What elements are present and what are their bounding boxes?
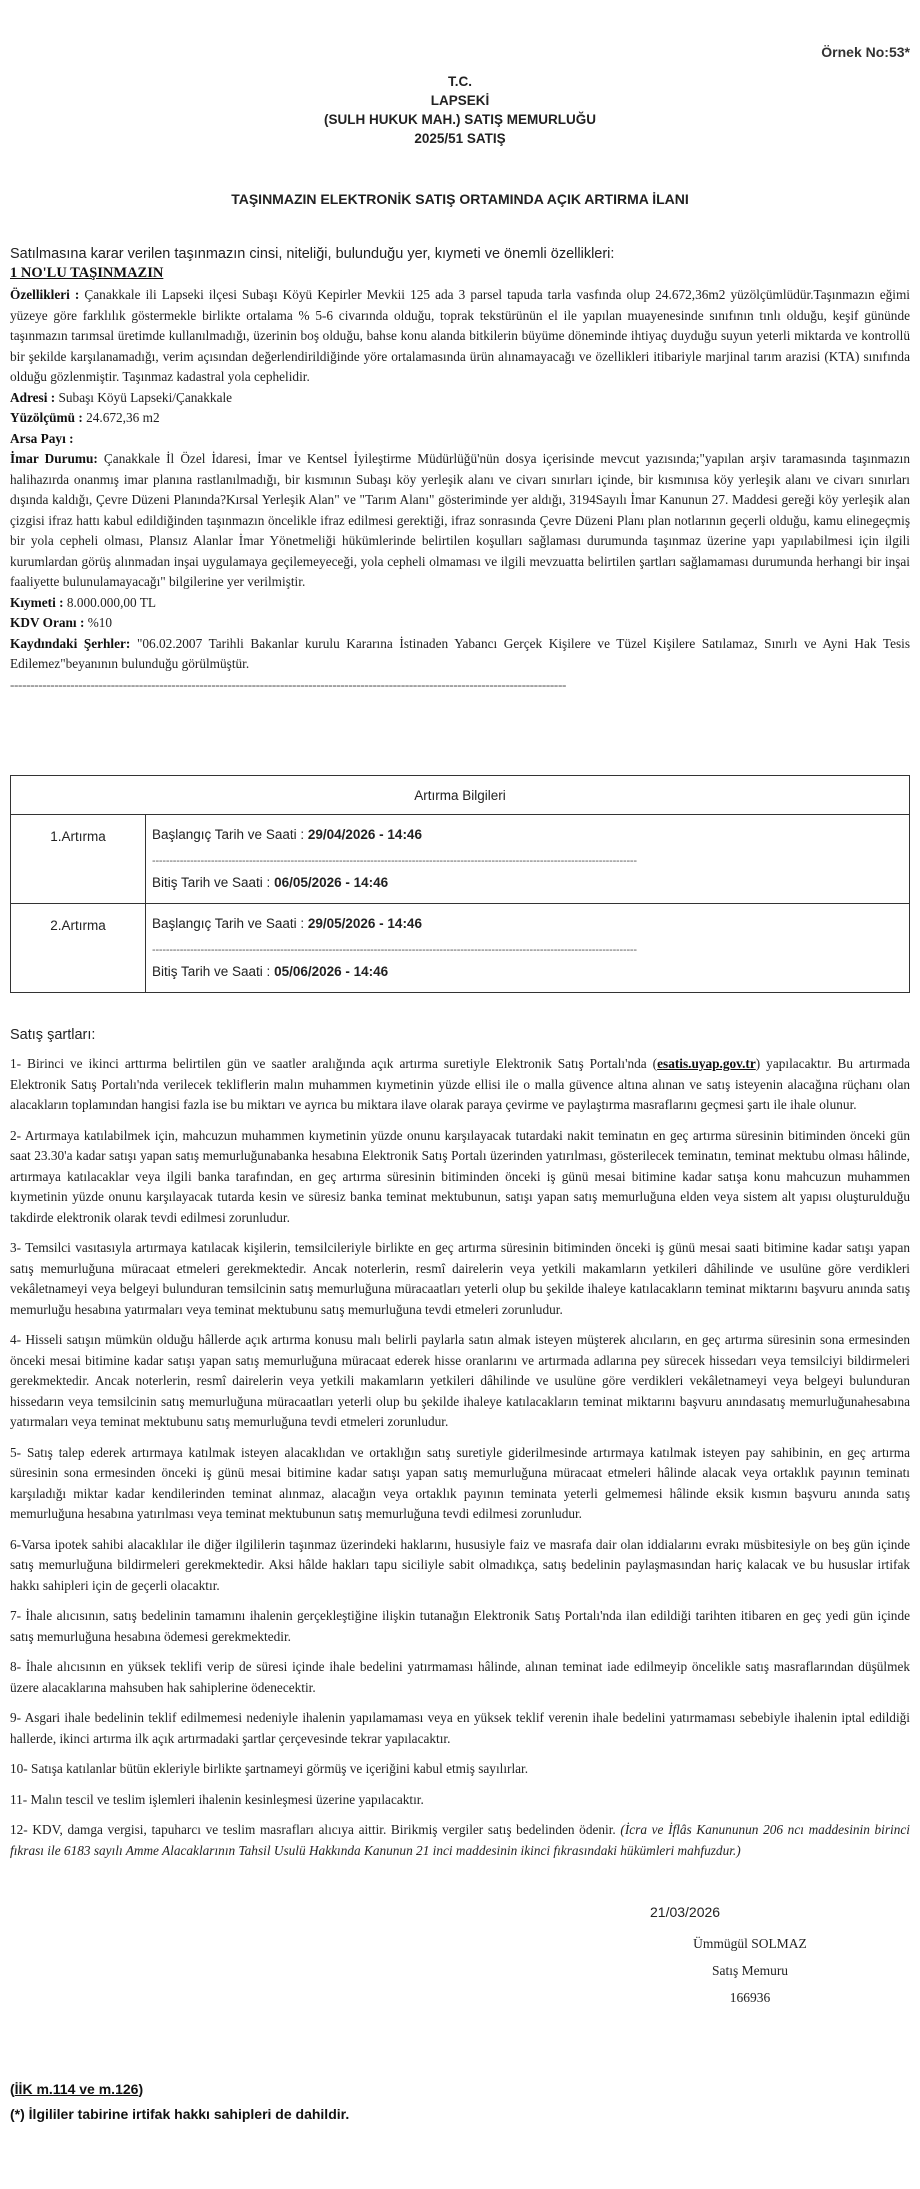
- value-label: Kıymeti :: [10, 594, 64, 610]
- condition-item: 9- Asgari ihale bedelinin teklif edilmemesi nedeniyle ihalenin yapılamaması veya en yüksek teklif verenin ihale bedelini yatırmaması sebebiyle ihalenin iptal edildiği hallerde, ikinci artırma ilk açık artırmadaki şartlar çerçevesinde tekrar yapılacaktır.: [10, 1710, 910, 1746]
- property-address: [10, 388, 910, 409]
- property-annotations: [10, 634, 910, 675]
- property-area: [10, 408, 910, 429]
- condition-item: 7- İhale alıcısının, satış bedelinin tamamını ihalenin gerçekleştiğine ilişkin tutanağın Elektronik Satış Portalı'nda ilan edildiği tarihten itibaren en geç yedi gün içinde satış memurluğuna hesabına ödemesi gerekmektedir.: [10, 1608, 910, 1644]
- header-tc: T.C.: [447, 74, 472, 89]
- section-separator: ------------------------------------------------------------------------------------------------------------------------------------------: [10, 676, 567, 692]
- auction-end: [146, 958, 909, 992]
- condition-legal-note: (İcra ve İflâs Kanununun 206 ncı maddesinin birinci fıkrası ile 6183 sayılı Amme Alacaklarının Tahsil Usulü Hakkında Kanunun 21 inci maddesinin ikinci fıkrasındaki hükümleri mahfuzdur.): [10, 1822, 910, 1858]
- value-amount: 8.000.000,00 TL: [66, 594, 157, 610]
- auction-round-dates: [146, 904, 910, 993]
- auction-round-row: [11, 904, 910, 993]
- conditions-title: Satış şartları:: [10, 1027, 96, 1043]
- auction-end: [146, 869, 909, 903]
- vat-label: KDV Oranı :: [10, 615, 85, 630]
- address-label: Adresi :: [10, 389, 56, 405]
- condition-item: 11- Malın tescil ve teslim işlemleri ihalenin kesinleşmesi üzerine yapılacaktır.: [10, 1791, 424, 1807]
- intro-text: Satılmasına karar verilen taşınmazın cinsi, niteliği, bulunduğu yer, kıymeti ve önemli özellikleri:: [10, 246, 615, 262]
- auction-round-label: 1.Artırma: [11, 815, 146, 904]
- condition-text: 12- KDV, damga vergisi, tapuharcı ve teslim masrafları alıcıya aittir. Birikmiş vergiler satış bedelinden ödenir.: [10, 1822, 621, 1837]
- auction-round-label: 2.Artırma: [11, 904, 146, 993]
- condition-text: 1- Birinci ve ikinci arttırma belirtilen gün ve saatler aralığında açık artırma suretiyle Elektronik Satış Portalı'nda (: [10, 1056, 658, 1071]
- property-value: [10, 593, 910, 614]
- law-paren-open: (: [10, 2081, 15, 2097]
- start-value: 29/05/2026 - 14:46: [307, 916, 422, 931]
- condition-item: 8- İhale alıcısının en yüksek teklifi verip de süresi içinde ihale bedelini yatırmaması hâlinde, alınan teminat iade edilmeyip öncelikle satış masraflarından düşülmek üzere alacaklarına mahsuben hak sahiplerine ödenecektir.: [10, 1659, 910, 1695]
- zoning-label: İmar Durumu:: [10, 451, 98, 466]
- end-label: Bitiş Tarih ve Saati :: [152, 875, 271, 890]
- share-label: Arsa Payı :: [10, 430, 74, 446]
- property-details: [10, 285, 910, 695]
- end-value: 06/05/2026 - 14:46: [274, 875, 389, 890]
- auction-table-header-row: [11, 776, 910, 815]
- header-office: (SULH HUKUK MAH.) SATIŞ MEMURLUĞU: [324, 112, 596, 127]
- property-zoning: [10, 449, 910, 593]
- annotations-value: "06.02.2007 Tarihli Bakanlar kurulu Kararına İstinaden Yabancı Gerçek Kişilere ve Tüzel Kişilere Satılamaz, Sınırlı ve Ayni Hak Tesis Edilemez"beyanının bulunduğu görülmüştür.: [10, 635, 911, 671]
- end-value: 05/06/2026 - 14:46: [274, 964, 389, 979]
- condition-item: 2- Artırmaya katılabilmek için, mahcuzun muhammen kıymetinin yüzde onunu karşılayacak tutardaki nakit teminatın en geç artırma süresinin bitiminden önceki gün saat 23.30'a kadar satışı yapan satış memurluğunabanka hesabına Elektronik Satış Portalı üzerinden yatırılması, gösterilecek teminatın, teminat mektubu olması hâlinde, artırmaya katılacaklar veya ilgili banka tarafından, en geç artırma süresinin bitiminden önceki iş günü mesai bitimine kadar satışa konu mahcuzun muhammen kıymetinin yüzde onunu karşılayacak tutarda kesin ve süresiz banka teminat mektubunun, satışı yapan satış memurluğuna elden veya sistem alt yapısı oluşturulduğu takdirde elektronik olarak tevdi edilmesi zorunludur.: [10, 1127, 910, 1225]
- sample-number: Örnek No:53*: [821, 44, 910, 60]
- address-value: Subaşı Köyü Lapseki/Çanakkale: [58, 389, 233, 405]
- property-share: [10, 429, 910, 450]
- annotations-label: Kaydındaki Şerhler:: [10, 635, 131, 651]
- end-label: Bitiş Tarih ve Saati :: [152, 964, 271, 979]
- condition-item: [10, 1054, 910, 1116]
- condition-item: 5- Satış talep ederek artırmaya katılmak isteyen alacaklıdan ve ortaklığın satış suretiyle giderilmesinde artırmaya katılmak isteyen pay sahibinin, en geç artırma süresinin sona ermesinden önceki iş günü mesai bitimine kadar satışı yapan satış memurluğuna müracaat etmeleri hâlinde alacak veya ortaklık payının teminatı karşıladığı miktar kadar kendilerinden teminat alınmaz, alacağın veya ortaklık payının teminata yeterli gelmemesi hâlinde eksik kısmın başvuru anında satış memurluğuna hesabına yatırılması veya teminat mektubunun satış memurluğuna tevdi edilmesi zorunludur.: [10, 1444, 910, 1521]
- auction-table-header: Artırma Bilgileri: [11, 776, 910, 815]
- start-label: Başlangıç Tarih ve Saati :: [152, 827, 305, 842]
- property-features: [10, 285, 910, 388]
- start-value: 29/04/2026 - 14:46: [307, 827, 422, 842]
- features-label: Özellikleri :: [10, 287, 80, 302]
- condition-item: 4- Hisseli satışın mümkün olduğu hâllerde açık artırma konusu malı belirli paylarla satın almak isteyen müşterek alıcıların, en geç artırma süresinin sona ermesinden önceki mesai bitimine kadar satışı yapan satış memurluğuna müracaat ederek hisse oranlarını ve artırmada adlarına pey sürecek hissedarı veya temsilciyi bildirmeleri gerekmektedir. Ancak noterlerin, resmî dairelerin veya yetkili makamların yetkileri dâhilinde ve usulüne göre verdikleri vekâletnameyi veya belgeyi bulunduran hissedarın veya temsilcinin satış memurluğuna müracaatları yeterli olup bu şekilde ihaleye katılacakların teminat miktarını başvuru anındasatış memurluğunahesabına yatırmaları veya teminat mektubunu satış memurluğuna tevdi etmeleri zorunludur.: [10, 1332, 910, 1429]
- date-separator: --------------------------------------------------------------------------------------------------------------------------------------------: [152, 944, 637, 956]
- header-file-number: 2025/51 SATIŞ: [414, 131, 506, 146]
- condition-item: 3- Temsilci vasıtasıyla artırmaya katılacak kişilerin, temsilcileriyle birlikte en geç artırma süresinin bitiminden önceki iş günü mesai saati bitimine kadar satışı yapan satış memurluğuna müracaat etmeleri gerekmektedir. Ancak noterlerin, resmî dairelerin veya yetkili makamların yetkileri dâhilinde ve usulüne göre verdikleri vekâletnameyi veya belgeyi bulunduran temsilcinin satış memurluğuna müracaatları yeterli olup bu şekilde ihaleye katılacakların teminat miktarını başvuru anında satış memurluğu hesabına yatırmaları veya teminat mektubunu satış memurluğuna tevdi etmeleri zorunludur.: [10, 1240, 910, 1317]
- auction-round-dates: [146, 815, 910, 904]
- area-value: 24.672,36 m2: [86, 410, 160, 425]
- law-paren-close: ): [138, 2081, 144, 2097]
- esatis-link[interactable]: esatis.uyap.gov.tr: [657, 1056, 756, 1071]
- vat-value: %10: [87, 615, 113, 630]
- officer-name: Ümmügül SOLMAZ: [693, 1936, 807, 1951]
- zoning-value: Çanakkale İl Özel İdaresi, İmar ve Kentsel İyileştirme Müdürlüğü'nün dosya içerisinde mevcut yazısında;"yapılan arşiv taramasında taşınmazın halihazırda onanmış imar planına rastlanılmadığı, bir kısmının Subaşı köy yerleşik alanı ve civarı sınırları içinde, bir kısmınısa köy yerleşik alanı ve civarı sınırları dışında kaldığı, Çevre Düzeni Planında?Kırsal Yerleşik Alan" ve "Tarım Alanı" gösteriminde yer aldığı, 3194Sayılı İmar Kanunun 27. Maddesi gereği köy yerleşik alan çizgisi ifraz hattı kabul edildiğinden taşınmazın öncelikle ifraz edilmesi gerektiği, ifraz sonrasında Çevre Düzeni Planı plan notlarının geçerli olduğu, kamu elinegeçmiş bir yola cepheli olması, Plansız Alanlar İmar Yönetmeliği hükümlerinde belirtilen koşulları sağlaması durumunda taşınmaz üzerine yapı yapılabilmesi için ilgili kurumlardan görüş alınmadan inşai uygulamaya geçilemeyeceği, yola cepheli olmaması ve ilgili mevzuatta belirtilen şartları sağlamaması durumunda herhangi bir inşai faaliyette bulunulamayacağı" bilgilerine yer verilmiştir.: [10, 451, 910, 589]
- condition-item: 10- Satışa katılanlar bütün ekleriyle birlikte şartnameyi görmüş ve içeriğini kabul etmiş sayılırlar.: [10, 1761, 529, 1776]
- signature-block: [650, 1930, 850, 2011]
- property-vat: [10, 613, 910, 634]
- header-city: LAPSEKİ: [430, 93, 490, 108]
- footnote: (*) İlgililer tabirine irtifak hakkı sahipleri de dahildir.: [10, 2106, 350, 2122]
- conditions-list: [10, 1054, 910, 1871]
- features-value: Çanakkale ili Lapseki ilçesi Subaşı Köyü Kepirler Mevkii 125 ada 3 parsel tapuda tarla vasfında olup 24.672,36m2 yüzölçümlüdür.Taşınmazın eğimi yüzeye göre farklılık göstermekle birlikte ortalama % 5-6 civarında olduğu, toprak tekstürünün el ile yapılan muayenesinde sınıfının tınlı olduğu, keşif gününde taşınmazın tarımsal üretimde kullanılmadığı, üzerinin boş olduğu, bahse konu alanda bitkilerin büyüme döneminde ihtiyaç duyduğu suyun yeterli miktarda ve kontrollü bir şekilde karşılanamadığı, verim açısından değerlendirildiğinde yöre ortalamasında ürün alınamayacağı ve özellikleri itibariyle marjinal tarım arazisi (KTA) sınıfında olduğu gözlenmiştir. Taşınmaz kadastral yola cephelidir.: [10, 287, 910, 384]
- auction-round-row: [11, 815, 910, 904]
- area-label: Yüzölçümü :: [10, 410, 83, 425]
- date-separator: --------------------------------------------------------------------------------------------------------------------------------------------: [152, 855, 637, 867]
- property-section-title: 1 NO'LU TAŞINMAZIN: [10, 265, 164, 281]
- document-title: TAŞINMAZIN ELEKTRONİK SATIŞ ORTAMINDA AÇIK ARTIRMA İLANI: [231, 191, 689, 207]
- condition-item: 6-Varsa ipotek sahibi alacaklılar ile diğer ilgililerin taşınmaz üzerindeki haklarını, hususiyle faiz ve masrafa dair olan iddialarını evrakı müsbitesiyle on beş gün içinde satış memurluğuna bildirmeleri gerekmektedir. Aksi hâlde hakları tapu siciliyle sabit olmadıkça, satış bedelinin paylaşmasından hariç kalacak ve bu hususlar irtifak hakkı sahipleri için de geçerli olacaktır.: [10, 1536, 910, 1593]
- auction-start: [146, 815, 909, 847]
- auction-start: [146, 904, 909, 936]
- law-articles: İİK m.114 ve m.126: [14, 2081, 139, 2097]
- condition-text: ) yapılacaktır. Bu artırmada Elektronik Satış Portalı'nda verilecek tekliflerin malın muhammen kıymetinin yüzde ellisi ile o malla güvence altına alınan ve satış isteyenin alacağına rüçhanı olan alacakların toplamından hangisi fazla ise bu miktarı ve ayrıca bu miktara ilave olarak paraya çevirme ve paylaştırma masraflarını geçmesi şartı ile ihale olunur.: [10, 1056, 910, 1112]
- law-reference: [10, 2081, 143, 2097]
- signature-date: 21/03/2026: [650, 1904, 721, 1920]
- condition-item: [10, 1820, 910, 1861]
- auction-table: [10, 775, 910, 993]
- start-label: Başlangıç Tarih ve Saati :: [152, 916, 305, 931]
- document-header: [10, 72, 910, 148]
- officer-number: 166936: [729, 1990, 771, 2005]
- officer-title: Satış Memuru: [711, 1963, 789, 1978]
